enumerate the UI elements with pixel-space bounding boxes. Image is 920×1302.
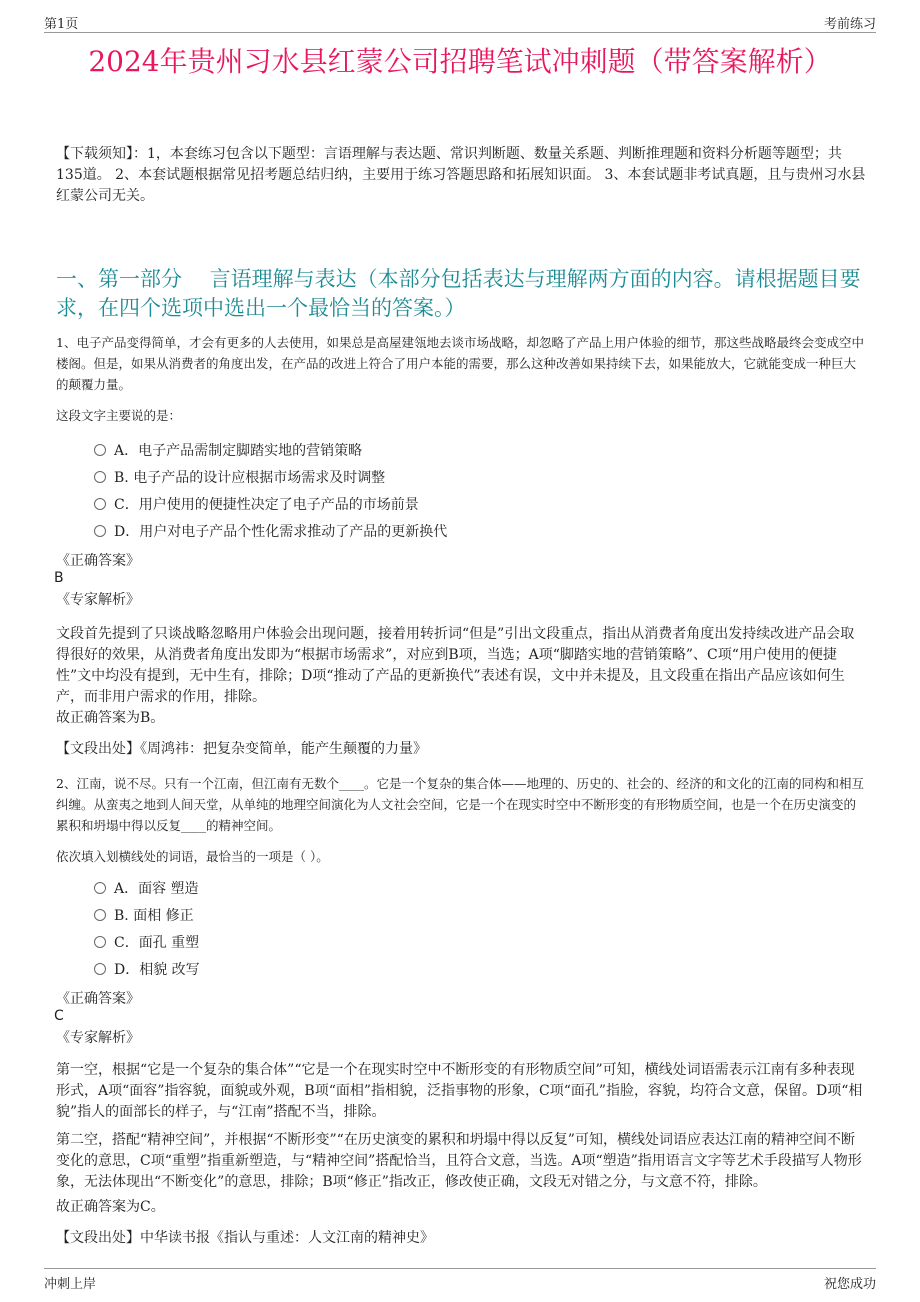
answer-value: C [54,1008,64,1024]
radio-icon[interactable] [94,471,106,483]
option-b[interactable] [94,468,385,488]
option-c[interactable] [94,495,419,515]
page-header [44,10,876,33]
option-a[interactable] [94,441,362,461]
option-label: B. 电子产品的设计应根据市场需求及时调整 [114,470,386,486]
page-footer [44,1268,876,1293]
radio-icon[interactable] [94,963,106,975]
analysis-text: 文段首先提到了只谈战略忽略用户体验会出现问题，接着用转折词“但是”引出文段重点，指出从消费者角度出发持续改进产品会取得很好的效果，从消费者角度出发即为“根据市场需求”，对应到B项，当选；A项“脚踏实地的营销策略”、C项“用户使用的便捷性”文中均没有提到，无中生有，排除；D项“推动了产品的更新换代”表述有误，文中并未提及，且文段重在指出产品应该如何生产，而非用户需求的作用，排除。 [56,626,855,705]
option-label: C．用户使用的便捷性决定了电子产品的市场前景 [114,497,419,513]
header-label: 考前练习 [823,17,876,32]
radio-icon[interactable] [94,498,106,510]
option-label: A．面容 塑造 [114,881,199,897]
passage-source: 【文段出处】《周鸿祎：把复杂变简单，能产生颠覆的力量》 [56,741,427,757]
question-stem: 2、江南，说不尽。只有一个江南，但江南有无数个____。它是一个复杂的集合体——地理的、历史的、社会的、经济的和文化的江南的同构和相互纠缠。从蛮夷之地到人间天堂，从单纯的地理空间演化为人文社会空间，它是一个在现实时空中不断形变的有形物质空间，也是一个在历史演变的累积和坍塌中得以反复____的精神空间。 [56,776,864,833]
radio-icon[interactable] [94,882,106,894]
option-d[interactable] [94,522,447,542]
analysis-text: 第二空，搭配“精神空间”，并根据“不断形变”“在历史演变的累积和坍塌中得以反复”可知，横线处词语应表达江南的精神空间不断变化的意思，C项“重塑”指重新塑造，与“精神空间”搭配恰当，且符合文意，当选。A项“塑造”指用语言文字等艺术手段描写人物形象，无法体现出“不断变化”的意思，排除；B项“修正”指改正，修改使正确，文段无对错之分，与文意不符，排除。 [56,1132,862,1190]
radio-icon[interactable] [94,525,106,537]
answer-label: 《正确答案》 [56,553,140,569]
analysis-conclusion: 故正确答案为C。 [56,1199,165,1215]
footer-right: 祝您成功 [823,1277,876,1292]
footer-left: 冲刺上岸 [44,1277,97,1292]
question-prompt: 依次填入划横线处的词语，最恰当的一项是（ ）。 [56,849,329,864]
option-b[interactable] [94,906,194,926]
option-a[interactable] [94,879,199,899]
answer-label: 《正确答案》 [56,991,140,1007]
question-prompt: 这段文字主要说的是： [56,408,182,423]
section-heading: 一、第一部分 言语理解与表达（本部分包括表达与理解两方面的内容。请根据题目要求，在四个选项中选出一个最恰当的答案。） [56,267,861,320]
option-label: D．相貌 改写 [114,962,200,978]
radio-icon[interactable] [94,936,106,948]
analysis-text: 第一空，根据“它是一个复杂的集合体”“它是一个在现实时空中不断形变的有形物质空间”可知，横线处词语需表示江南有多种表现形式，A项“面容”指容貌，面貌或外观，B项“面相”指相貌，泛指事物的形象，C项“面孔”指脸，容貌，均符合文意，保留。D项“相貌”指人的面部长的样子，与“江南”搭配不当，排除。 [56,1062,863,1120]
page-number: 第1页 [44,17,79,32]
answer-value: B [54,570,64,586]
analysis-label: 《专家解析》 [56,592,140,608]
download-notice: 【下载须知】：1，本套练习包含以下题型：言语理解与表达题、常识判断题、数量关系题、判断推理题和资料分析题等题型；共135道。 2、本套试题根据常见招考题总结归纳，主要用于练习答题思路和拓展知识面。 3、本套试题非考试真题，且与贵州习水县红蒙公司无关。 [56,146,866,204]
radio-icon[interactable] [94,444,106,456]
option-d[interactable] [94,960,200,980]
analysis-label: 《专家解析》 [56,1030,140,1046]
analysis-conclusion: 故正确答案为B。 [56,710,165,726]
option-label: D．用户对电子产品个性化需求推动了产品的更新换代 [114,524,448,540]
option-label: C．面孔 重塑 [114,935,200,951]
option-c[interactable] [94,933,199,953]
page-title: 2024年贵州习水县红蒙公司招聘笔试冲刺题（带答案解析） [88,45,832,78]
option-label: A．电子产品需制定脚踏实地的营销策略 [114,443,363,459]
question-stem: 1、电子产品变得简单，才会有更多的人去使用，如果总是高屋建瓴地去谈市场战略，却忽略了产品上用户体验的细节，那这些战略最终会变成空中楼阁。但是，如果从消费者的角度出发，在产品的改进上符合了用户本能的需要，那么这种改善如果持续下去，如果能放大，它就能变成一种巨大的颠覆力量。 [56,335,864,392]
option-label: B. 面相 修正 [114,908,194,924]
radio-icon[interactable] [94,909,106,921]
passage-source: 【文段出处】中华读书报《指认与重述：人文江南的精神史》 [56,1230,434,1246]
